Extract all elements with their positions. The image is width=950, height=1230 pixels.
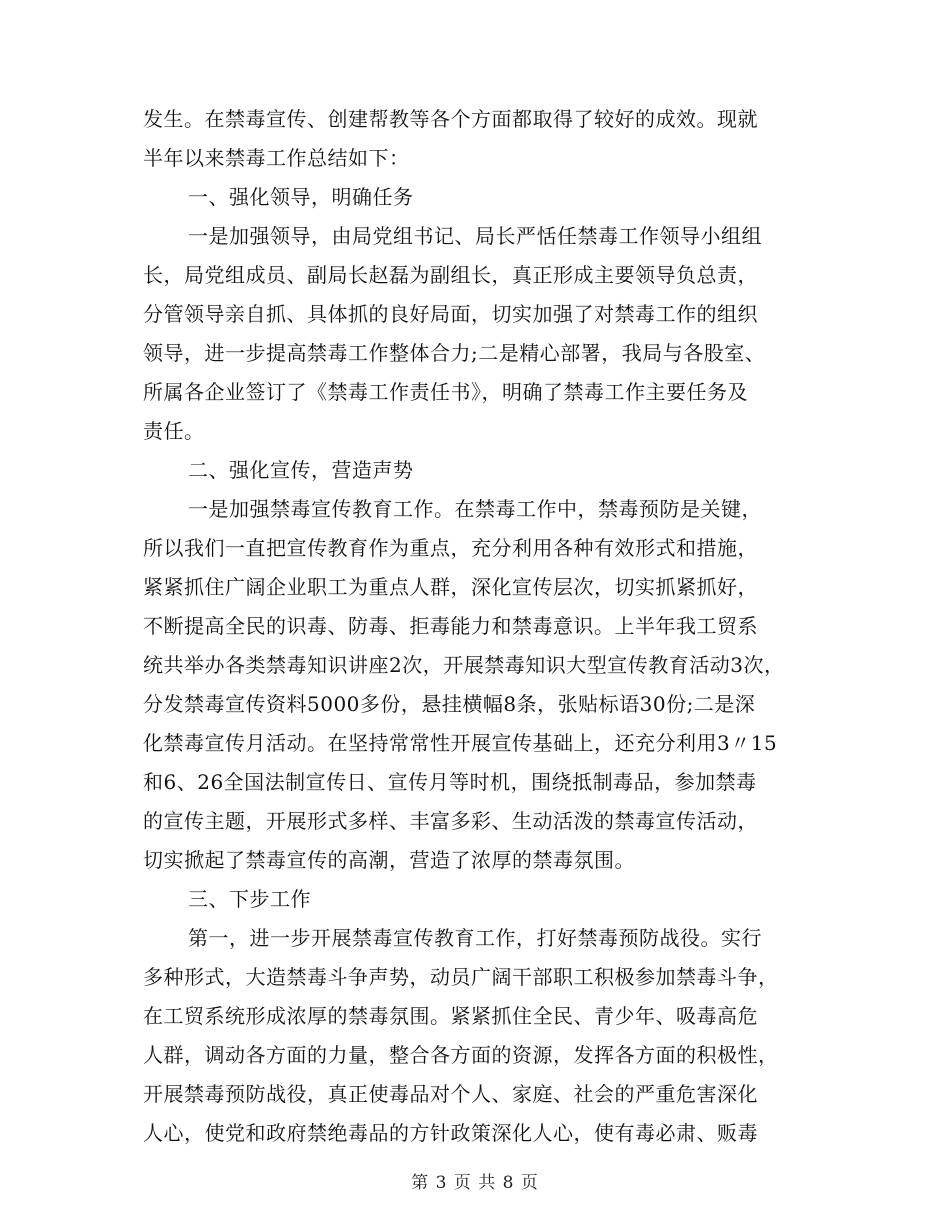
section-heading: 二、强化宣传，营造声势 — [188, 458, 414, 482]
section-heading: 一、强化领导，明确任务 — [188, 185, 414, 209]
body-text-line: 紧紧抓住广阔企业职工为重点人群，深化宣传层次，切实抓紧抓好， — [143, 575, 758, 599]
body-text-line: 分发禁毒宣传资料5000多份，悬挂横幅8条，张贴标语30份;二是深 — [143, 692, 756, 716]
body-text-line: 在工贸系统形成浓厚的禁毒氛围。紧紧抓住全民、青少年、吸毒高危 — [143, 1004, 758, 1028]
body-text-line: 化禁毒宣传月活动。在坚持常常性开展宣传基础上，还充分利用3〃15 — [143, 731, 778, 755]
body-text-line: 所属各企业签订了《禁毒工作责任书》，明确了禁毒工作主要任务及 — [143, 380, 748, 404]
body-text-line: 发生。在禁毒宣传、创建帮教等各个方面都取得了较好的成效。现就 — [143, 107, 758, 131]
body-text-line: 所以我们一直把宣传教育作为重点，充分利用各种有效形式和措施， — [143, 536, 758, 560]
body-text-line: 的宣传主题，开展形式多样、丰富多彩、生动活泼的禁毒宣传活动， — [143, 809, 758, 833]
section-heading: 三、下步工作 — [188, 887, 311, 911]
body-text-line: 一是加强领导，由局党组书记、局长严恬任禁毒工作领导小组组 — [188, 224, 762, 248]
body-text-line: 第一，进一步开展禁毒宣传教育工作，打好禁毒预防战役。实行 — [188, 926, 762, 950]
body-text-line: 不断提高全民的识毒、防毒、拒毒能力和禁毒意识。上半年我工贸系 — [143, 614, 758, 638]
body-text-line: 分管领导亲自抓、具体抓的良好局面，切实加强了对禁毒工作的组织 — [143, 302, 758, 326]
body-text-line: 开展禁毒预防战役，真正使毒品对个人、家庭、社会的严重危害深化 — [143, 1082, 758, 1106]
body-text-line: 统共举办各类禁毒知识讲座2次，开展禁毒知识大型宣传教育活动3次， — [143, 653, 785, 677]
body-text-line: 和6、26全国法制宣传日、宣传月等时机，围绕抵制毒品，参加禁毒 — [143, 770, 757, 794]
body-text-line: 多种形式，大造禁毒斗争声势，动员广阔干部职工积极参加禁毒斗争， — [143, 965, 779, 989]
body-text-line: 一是加强禁毒宣传教育工作。在禁毒工作中，禁毒预防是关键， — [188, 497, 762, 521]
body-text-line: 领导，进一步提高禁毒工作整体合力;二是精心部署，我局与各股室、 — [143, 341, 766, 365]
body-text-line: 长，局党组成员、副局长赵磊为副组长，真正形成主要领导负总责， — [143, 263, 758, 287]
body-text-line: 切实掀起了禁毒宣传的高潮，营造了浓厚的禁毒氛围。 — [143, 848, 635, 872]
body-text-line: 人心，使党和政府禁绝毒品的方针政策深化人心，使有毒必肃、贩毒 — [143, 1121, 758, 1145]
page-number-footer: 第 3 页 共 8 页 — [411, 1173, 539, 1193]
body-text-line: 人群，调动各方面的力量，整合各方面的资源，发挥各方面的积极性， — [143, 1043, 779, 1067]
body-text-line: 责任。 — [143, 419, 205, 443]
body-text-line: 半年以来禁毒工作总结如下： — [143, 146, 410, 170]
